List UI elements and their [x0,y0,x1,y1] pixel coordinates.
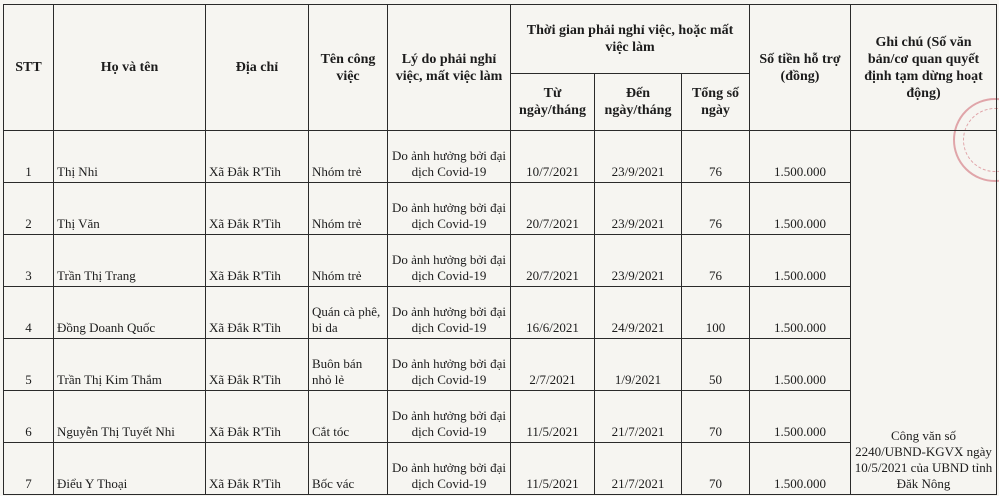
cell-job: Quán cà phê, bi da [309,287,388,339]
table-row [4,391,997,443]
cell-address: Xã Đắk R'Tih [206,235,309,287]
cell-from: 11/5/2021 [511,391,595,443]
cell-reason: Do ảnh hưởng bởi đại dịch Covid-19 [388,287,511,339]
header-to: Đến ngày/tháng [595,74,682,131]
cell-name: Nguyễn Thị Tuyết Nhi [54,391,206,443]
cell-job: Nhóm trẻ [309,131,388,183]
cell-job: Cắt tóc [309,391,388,443]
cell-stt: 2 [4,183,54,235]
cell-total: 70 [682,443,750,495]
cell-stt: 3 [4,235,54,287]
cell-from: 10/7/2021 [511,131,595,183]
header-amount: Số tiền hỗ trợ (đồng) [750,5,851,131]
cell-address: Xã Đắk R'Tih [206,339,309,391]
cell-to: 23/9/2021 [595,131,682,183]
header-address: Địa chỉ [206,5,309,131]
cell-stt: 5 [4,339,54,391]
cell-stt: 7 [4,443,54,495]
cell-from: 20/7/2021 [511,235,595,287]
cell-stt: 1 [4,131,54,183]
cell-address: Xã Đắk R'Tih [206,443,309,495]
header-note: Ghi chú (Số văn bản/cơ quan quyết định tạm dừng hoạt động) [851,5,997,131]
cell-reason: Do ảnh hưởng bởi đại dịch Covid-19 [388,391,511,443]
cell-total: 76 [682,131,750,183]
cell-amount: 1.500.000 [750,287,851,339]
table-row [4,235,997,287]
cell-amount: 1.500.000 [750,339,851,391]
header-job: Tên công việc [309,5,388,131]
cell-from: 20/7/2021 [511,183,595,235]
cell-name: Đồng Doanh Quốc [54,287,206,339]
cell-from: 16/6/2021 [511,287,595,339]
cell-to: 21/7/2021 [595,443,682,495]
cell-stt: 4 [4,287,54,339]
cell-amount: 1.500.000 [750,391,851,443]
header-name: Họ và tên [54,5,206,131]
cell-job: Bốc vác [309,443,388,495]
cell-to: 23/9/2021 [595,183,682,235]
cell-to: 1/9/2021 [595,339,682,391]
cell-address: Xã Đắk R'Tih [206,131,309,183]
cell-job: Nhóm trẻ [309,183,388,235]
cell-name: Điểu Y Thoại [54,443,206,495]
header-reason: Lý do phải nghỉ việc, mất việc làm [388,5,511,131]
cell-to: 23/9/2021 [595,235,682,287]
table-row [4,183,997,235]
table-row [4,287,997,339]
cell-total: 76 [682,235,750,287]
cell-job: Nhóm trẻ [309,235,388,287]
cell-from: 2/7/2021 [511,339,595,391]
cell-reason: Do ảnh hưởng bởi đại dịch Covid-19 [388,131,511,183]
cell-reason: Do ảnh hưởng bởi đại dịch Covid-19 [388,443,511,495]
cell-total: 70 [682,391,750,443]
cell-total: 50 [682,339,750,391]
cell-to: 24/9/2021 [595,287,682,339]
cell-to: 21/7/2021 [595,391,682,443]
header-stt: STT [4,5,54,131]
table-row [4,131,997,183]
cell-reason: Do ảnh hưởng bởi đại dịch Covid-19 [388,235,511,287]
cell-name: Thị Văn [54,183,206,235]
cell-amount: 1.500.000 [750,235,851,287]
cell-name: Trần Thị Trang [54,235,206,287]
cell-amount: 1.500.000 [750,131,851,183]
cell-job: Buôn bán nhỏ lẻ [309,339,388,391]
cell-total: 76 [682,183,750,235]
cell-name: Trần Thị Kim Thắm [54,339,206,391]
cell-reason: Do ảnh hưởng bởi đại dịch Covid-19 [388,339,511,391]
cell-address: Xã Đắk R'Tih [206,391,309,443]
cell-from: 11/5/2021 [511,443,595,495]
cell-address: Xã Đắk R'Tih [206,287,309,339]
support-list-table [3,4,997,495]
cell-address: Xã Đắk R'Tih [206,183,309,235]
cell-note: Công văn số 2240/UBND-KGVX ngày 10/5/2021 của UBND tỉnh Đăk Nông [851,131,997,495]
header-total: Tổng số ngày [682,74,750,131]
header-from: Từ ngày/tháng [511,74,595,131]
cell-amount: 1.500.000 [750,183,851,235]
table-row [4,443,997,495]
cell-amount: 1.500.000 [750,443,851,495]
cell-total: 100 [682,287,750,339]
cell-stt: 6 [4,391,54,443]
table-row [4,339,997,391]
cell-reason: Do ảnh hưởng bởi đại dịch Covid-19 [388,183,511,235]
header-period: Thời gian phải nghỉ việc, hoặc mất việc làm [511,5,750,74]
cell-name: Thị Nhi [54,131,206,183]
